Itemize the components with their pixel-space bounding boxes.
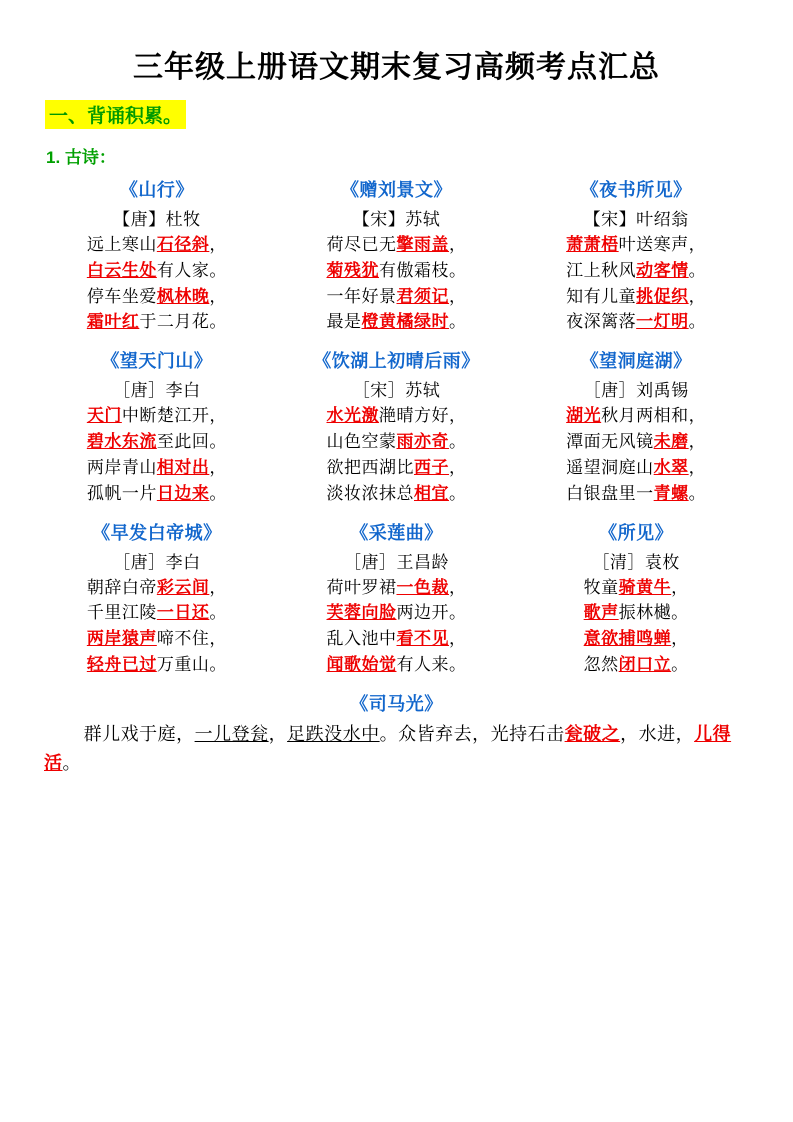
poem-line (280, 652, 514, 678)
poem-block (280, 345, 514, 516)
poem-line (519, 258, 753, 284)
poem-text: 远上寒山 (86, 235, 157, 254)
poem-text: 。 (448, 312, 467, 332)
poem-text: 忽然 (583, 655, 619, 675)
highlighted-text: 君须记 (396, 286, 449, 306)
poem-text: 振林樾。 (618, 603, 689, 623)
poem-title: 《采莲曲》 (350, 522, 443, 543)
poem-text: 。 (688, 312, 707, 332)
prose-text: ， (268, 723, 288, 744)
poem-text: ， (688, 457, 707, 477)
poem-block (519, 517, 753, 688)
highlighted-text: 意欲捕鸣蝉 (583, 629, 672, 649)
highlighted-text: 一灯明 (636, 312, 689, 332)
poem-text: 山色空蒙 (326, 432, 397, 452)
poem-text: 千里江陵 (86, 603, 157, 623)
highlighted-text: 未磨 (653, 432, 689, 452)
poem-text: 朝辞白帝 (86, 577, 157, 597)
poem-text: 两边开。 (396, 603, 467, 623)
poem-text: 孤帆一片 (86, 483, 157, 503)
highlighted-text: 青螺 (653, 483, 689, 503)
highlighted-text: 天门 (86, 406, 122, 426)
poem-line (519, 652, 753, 678)
poem-text: 秋月两相和， (601, 406, 707, 426)
highlighted-text: 闭口立 (618, 655, 672, 675)
poem-author: ［清］袁枚 (592, 552, 680, 572)
poem-line (280, 232, 514, 258)
poem-line (280, 403, 514, 429)
poem-line (40, 258, 274, 284)
highlighted-text: 擎雨盖 (396, 235, 449, 254)
highlighted-text: 骑黄牛 (618, 577, 672, 597)
highlighted-text: 动客情 (636, 260, 689, 280)
poem-text: 牧童 (583, 577, 619, 597)
poem-title: 《早发白帝城》 (92, 522, 222, 543)
poem-text: 有人来。 (396, 655, 467, 675)
prose-text: 。众皆弃去，光持石击 (379, 723, 565, 744)
highlighted-text: 雨亦奇 (396, 432, 449, 452)
highlighted-text: 白云生处 (86, 260, 157, 280)
poem-text: 。 (688, 483, 707, 503)
poem-text: 。 (209, 603, 227, 623)
highlighted-text: 看不见 (396, 629, 449, 649)
poem-text: ， (448, 286, 467, 306)
poem-text: 。 (448, 483, 467, 503)
poem-text: ， (448, 235, 467, 254)
poem-text: 。 (688, 260, 707, 280)
poem-line (280, 309, 514, 335)
poem-text: 遥望洞庭山 (566, 457, 654, 477)
poem-title: 《望洞庭湖》 (580, 351, 692, 372)
poem-grid (40, 174, 753, 688)
last-poem-block (40, 690, 753, 778)
poem-line (280, 626, 514, 652)
poem-line (40, 575, 274, 601)
poem-title: 《赠刘景文》 (340, 180, 452, 200)
poem-author: 【宋】苏轼 (352, 210, 441, 229)
page-title: 三年级上册语文期末复习高频考点汇总 (133, 51, 660, 84)
poem-title: 《所见》 (599, 522, 674, 543)
highlighted-text: 水翠 (653, 457, 689, 477)
poem-block (40, 345, 274, 516)
poem-text: 。 (448, 432, 467, 452)
poem-prose (40, 720, 753, 778)
highlighted-text: 闻歌始觉 (326, 655, 397, 675)
prose-text: 。 (62, 752, 81, 773)
poem-text: 潭面无风镜 (566, 432, 654, 452)
poem-line (519, 481, 753, 507)
poem-block (280, 174, 514, 345)
poem-block (280, 517, 514, 688)
highlighted-text: 两岸猿声 (86, 629, 157, 649)
highlighted-text: 瓮破之 (564, 723, 621, 744)
highlighted-text: 湖光 (566, 406, 602, 426)
poem-line (519, 575, 753, 601)
poem-line (519, 626, 753, 652)
poem-text: 两岸青山 (86, 457, 157, 477)
poem-line (280, 455, 514, 481)
poem-line (280, 258, 514, 284)
highlighted-text: 歌声 (583, 603, 619, 623)
poem-line (519, 232, 753, 258)
section-heading-row (40, 100, 753, 139)
poem-text: 知有儿童 (566, 286, 637, 306)
poem-text: ， (209, 457, 227, 477)
poem-author: ［唐］李白 (113, 552, 201, 572)
poem-line (280, 481, 514, 507)
poem-line (40, 429, 274, 455)
poem-text: 滟晴方好， (378, 406, 467, 426)
highlighted-text: 碧水东流 (86, 432, 157, 452)
poem-text: 有傲霜枝。 (378, 260, 467, 280)
highlighted-text: 彩云间 (156, 577, 210, 597)
poem-block (519, 345, 753, 516)
poem-author: ［唐］李白 (113, 381, 201, 401)
poem-author: 【唐】杜牧 (113, 210, 201, 229)
poem-text: 。 (671, 655, 689, 675)
poem-line (519, 309, 753, 335)
poem-line (519, 284, 753, 310)
poem-text: 荷叶罗裙 (326, 577, 397, 597)
highlighted-text: 枫林晚 (156, 286, 210, 306)
poem-line (519, 600, 753, 626)
poem-text: ， (209, 577, 227, 597)
poem-text: ， (671, 577, 689, 597)
subheading-gushi: 1. 古诗： (46, 148, 116, 167)
poem-text: 最是 (326, 312, 362, 332)
highlighted-text: 菊残犹 (326, 260, 379, 280)
poem-text: ， (448, 629, 467, 649)
poem-line (40, 626, 274, 652)
highlighted-text: 一色裁 (396, 577, 449, 597)
poem-text: 叶送寒声， (618, 235, 707, 254)
poem-line (280, 284, 514, 310)
poem-text: 万重山。 (156, 655, 227, 675)
poem-line (519, 403, 753, 429)
underlined-text: 一儿登瓮 (194, 723, 269, 744)
poem-line (519, 455, 753, 481)
poem-text: ， (671, 629, 689, 649)
poem-author: 【宋】叶绍翁 (583, 210, 689, 229)
poem-text: 乱入池中 (326, 629, 397, 649)
poem-text: ， (448, 577, 467, 597)
highlighted-text: 轻舟已过 (86, 655, 157, 675)
poem-line (280, 429, 514, 455)
highlighted-text: 西子 (413, 457, 449, 477)
highlighted-text: 一日还 (156, 603, 210, 623)
poem-block (40, 517, 274, 688)
poem-line (519, 429, 753, 455)
poem-block (40, 174, 274, 345)
highlighted-text: 橙黄橘绿时 (361, 312, 449, 332)
poem-text: 欲把西湖比 (326, 457, 414, 477)
prose-text: 群儿戏于庭， (83, 723, 195, 744)
poem-author: ［唐］刘禹锡 (583, 381, 689, 401)
poem-text: 江上秋风 (566, 260, 637, 280)
highlighted-text: 芙蓉向脸 (326, 603, 397, 623)
poem-line (40, 232, 274, 258)
poem-text: 有人家。 (156, 260, 227, 280)
poem-text: 白银盘里一 (566, 483, 654, 503)
poem-text: 停车坐爱 (86, 286, 157, 306)
poem-text: 一年好景 (326, 286, 397, 306)
highlighted-text: 霜叶红 (86, 312, 140, 332)
poem-line (40, 455, 274, 481)
highlighted-text: 日边来 (156, 483, 210, 503)
poem-text: 夜深篱落 (566, 312, 637, 332)
poem-text: 荷尽已无 (326, 235, 397, 254)
poem-text: ， (688, 432, 707, 452)
highlighted-text: 石径斜 (156, 235, 210, 254)
poem-text: 至此回。 (156, 432, 227, 452)
poem-line (40, 284, 274, 310)
highlighted-text: 儿得活 (44, 723, 732, 773)
poem-title: 《望天门山》 (101, 351, 213, 372)
highlighted-text: 相对出 (156, 457, 210, 477)
poem-text: ， (448, 457, 467, 477)
poem-line (40, 600, 274, 626)
underlined-text: 足跌没水中 (287, 723, 380, 744)
poem-line (280, 575, 514, 601)
section-heading: 一、背诵积累。 (45, 100, 186, 129)
poem-title: 《司马光》 (350, 693, 443, 714)
poem-line (40, 481, 274, 507)
poem-text: ， (209, 286, 227, 306)
poem-text: 啼不住， (156, 629, 227, 649)
poem-author: ［唐］王昌龄 (343, 552, 449, 572)
prose-text: ，水进， (620, 723, 695, 744)
poem-author: ［宋］苏轼 (352, 381, 441, 401)
poem-title: 《饮湖上初晴后雨》 (313, 351, 480, 372)
poem-text: ， (209, 235, 227, 254)
poem-line (40, 403, 274, 429)
highlighted-text: 挑促织 (636, 286, 689, 306)
poem-text: ， (688, 286, 707, 306)
highlighted-text: 萧萧梧 (566, 235, 619, 254)
poem-text: 。 (209, 483, 227, 503)
highlighted-text: 相宜 (413, 483, 449, 503)
poem-line (280, 600, 514, 626)
poem-title: 《夜书所见》 (580, 180, 692, 200)
poem-text: 淡妆浓抹总 (326, 483, 414, 503)
poem-line (40, 309, 274, 335)
poem-block (519, 174, 753, 345)
poem-line (40, 652, 274, 678)
poem-text: 中断楚江开， (121, 406, 227, 426)
poem-text: 于二月花。 (139, 312, 227, 332)
poem-title: 《山行》 (119, 180, 194, 200)
highlighted-text: 水光激 (326, 406, 379, 426)
